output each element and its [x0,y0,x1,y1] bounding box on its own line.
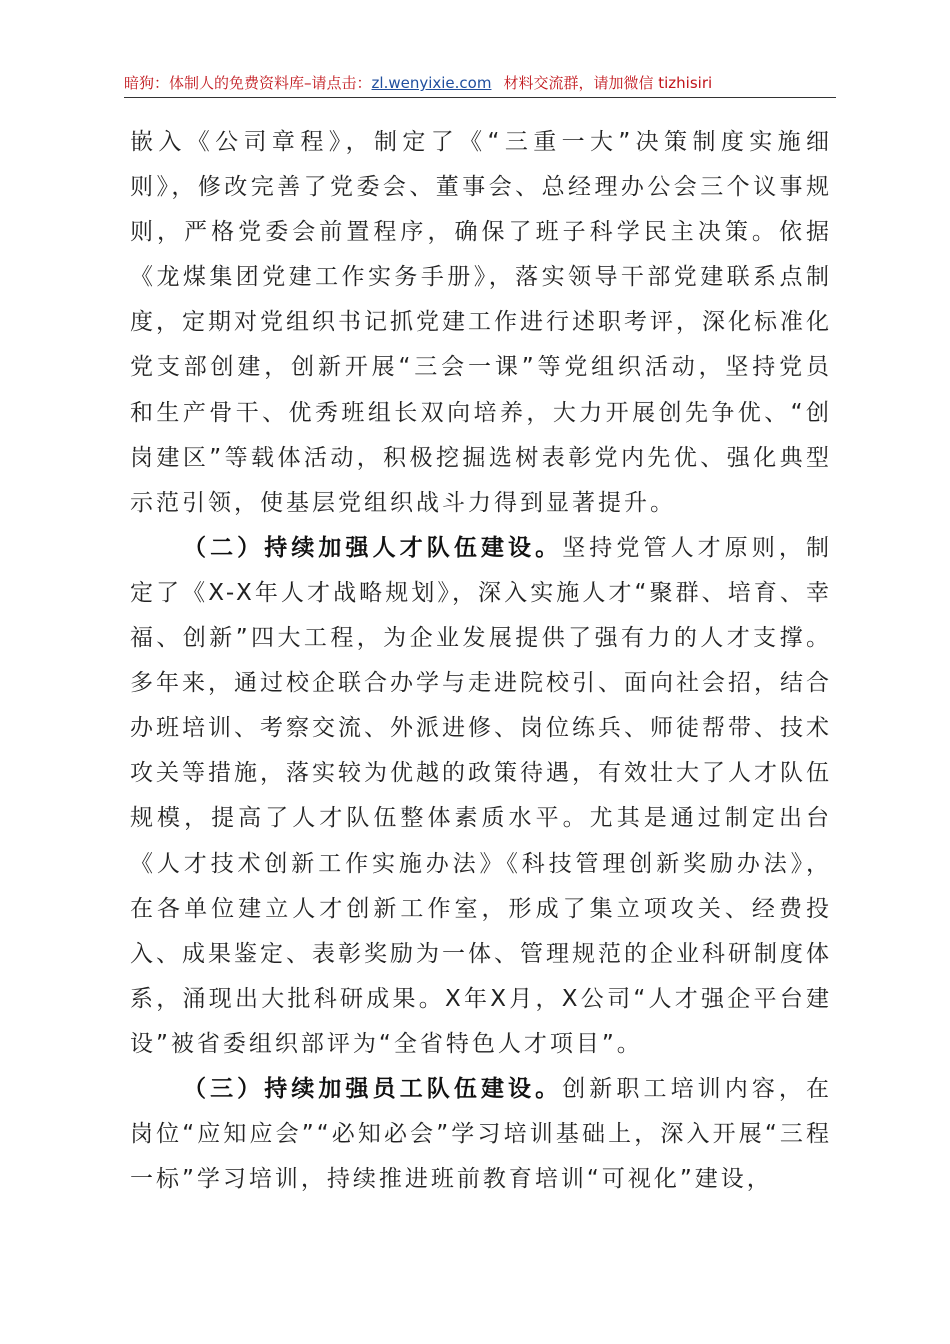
header-divider [124,97,836,98]
header-link[interactable]: zl.wenyixie.com [371,74,492,92]
page-header [124,68,836,98]
paragraph-1-text: 嵌入《公司章程》，制定了《“三重一大”决策制度实施细则》，修改完善了党委会、董事会、总经理办公会三个议事规则，严格党委会前置程序，确保了班子科学民主决策。依据《龙煤集团党建工作实务手册》，落实领导干部党建联系点制度，定期对党组织书记抓党建工作进行述职考评，深化标准化党支部创建，创新开展“三会一课”等党组织活动，坚持党员和生产骨干、优秀班组长双向培养，大力开展创先争优、“创岗建区”等载体活动，积极挖掘选树表彰党内先优、强化典型示范引领，使基层党组织战斗力得到显著提升。 [130,129,832,516]
header-click-label: –请点击： [304,74,372,92]
document-body [130,120,832,1202]
header-contact: 材料交流群，请加微信 tizhisiri [503,74,713,92]
header-site-label: 暗狗：体制人的免费资料库 [124,74,305,92]
paragraph-3 [130,1067,832,1202]
paragraph-3-text: 创新职工培训内容，在岗位“应知应会”“必知必会”学习培训基础上，深入开展“三程一标”学习培训，持续推进班前教育培训“可视化”建设， [130,1075,833,1193]
paragraph-2-text: 坚持党管人才原则，制定了《X-X年人才战略规划》，深入实施人才“聚群、培育、幸福、创新”四大工程，为企业发展提供了强有力的人才支撑。多年来，通过校企联合办学与走进院校引、面向社会招，结合办班培训、考察交流、外派进修、岗位练兵、师徒帮带、技术攻关等措施，落实较为优越的政策待遇，有效壮大了人才队伍规模，提高了人才队伍整体素质水平。尤其是通过制定出台《人才技术创新工作实施办法》《科技管理创新奖励办法》，在各单位建立人才创新工作室，形成了集立项攻关、经费投入、成果鉴定、表彰奖励为一体、管理规范的企业科研制度体系，涌现出大批科研成果。X年X月，X公司“人才强企平台建设”被省委组织部评为“全省特色人才项目”。 [130,534,833,1057]
paragraph-2 [130,526,832,1067]
paragraph-3-heading: （三）持续加强员工队伍建设。 [183,1075,563,1102]
paragraph-1 [130,120,832,526]
paragraph-2-heading: （二）持续加强人才队伍建设。 [183,534,563,561]
